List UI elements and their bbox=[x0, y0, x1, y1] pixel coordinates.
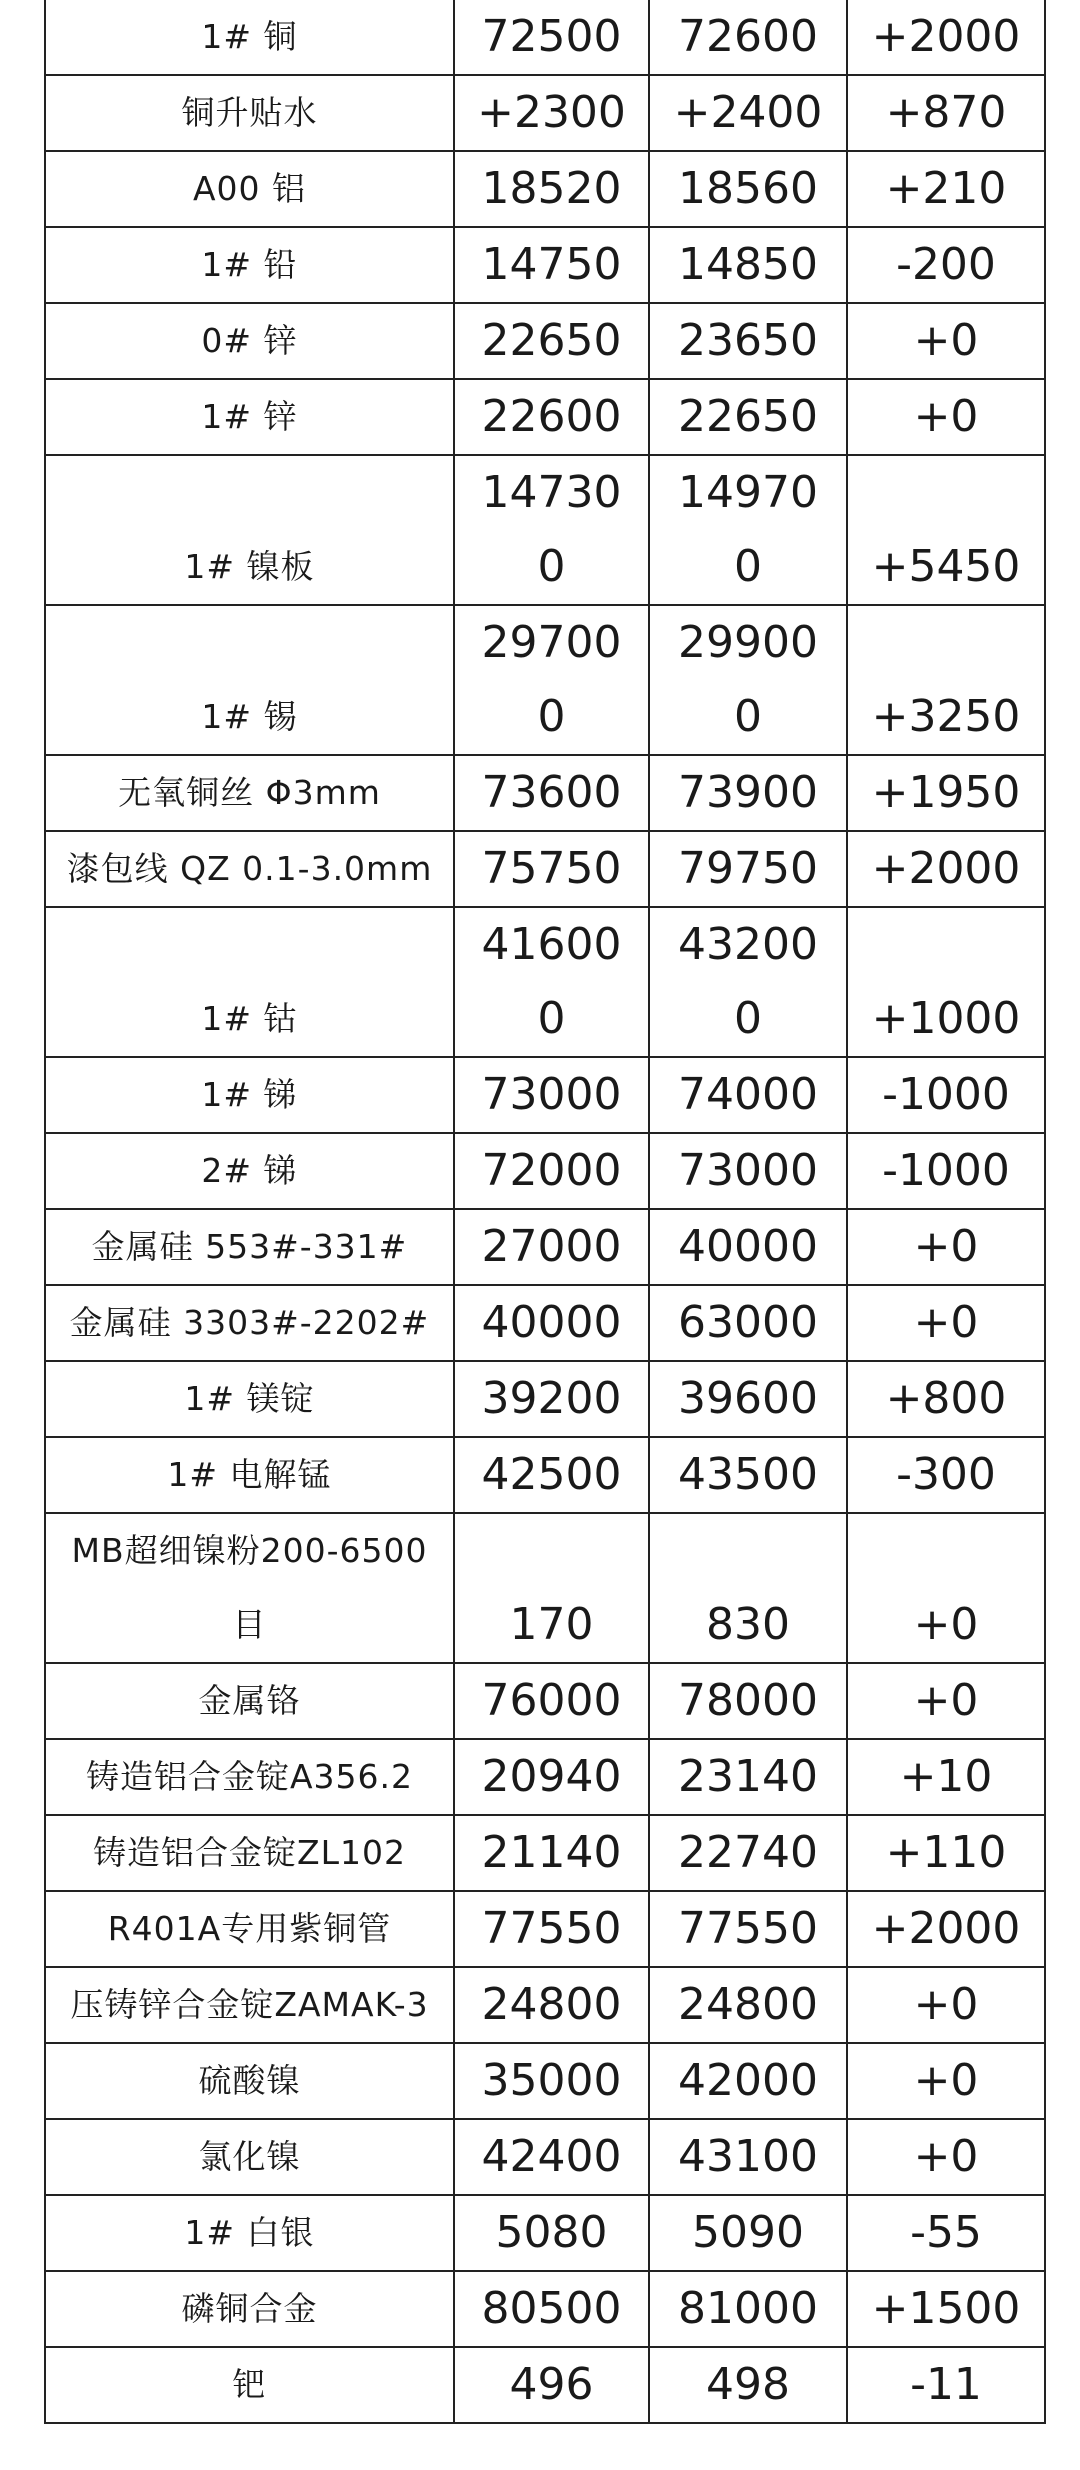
material-name-text: MB超细镍粉200-6500 目 bbox=[71, 1531, 428, 1644]
high-price-text: 14970 0 bbox=[678, 467, 818, 592]
high-price-cell bbox=[649, 75, 847, 151]
low-price-cell bbox=[454, 1967, 649, 2043]
low-price-text: 22650 bbox=[481, 315, 622, 366]
high-price-cell bbox=[649, 1891, 847, 1967]
price-change-text: +10 bbox=[899, 1751, 993, 1802]
material-name-cell bbox=[45, 2195, 454, 2271]
price-change-text: -1000 bbox=[882, 1145, 1010, 1196]
table-row bbox=[45, 1437, 1045, 1513]
price-change-cell bbox=[847, 1285, 1045, 1361]
material-name-cell bbox=[45, 1891, 454, 1967]
table-row bbox=[45, 1815, 1045, 1891]
table-row bbox=[45, 151, 1045, 227]
high-price-text: 23650 bbox=[678, 315, 818, 366]
high-price-cell bbox=[649, 1133, 847, 1209]
low-price-text: 72000 bbox=[481, 1145, 622, 1196]
price-change-cell bbox=[847, 831, 1045, 907]
table-row bbox=[45, 2043, 1045, 2119]
low-price-text: 40000 bbox=[481, 1297, 622, 1348]
material-name-text: 氯化镍 bbox=[198, 2137, 301, 2176]
low-price-cell bbox=[454, 1815, 649, 1891]
low-price-cell bbox=[454, 455, 649, 605]
price-change-text: -200 bbox=[896, 239, 996, 290]
high-price-text: 81000 bbox=[678, 2283, 818, 2334]
price-change-text: +1000 bbox=[871, 993, 1021, 1044]
table-row bbox=[45, 227, 1045, 303]
low-price-text: 75750 bbox=[481, 843, 622, 894]
high-price-text: 78000 bbox=[678, 1675, 818, 1726]
material-name-cell bbox=[45, 1437, 454, 1513]
material-name-text: 铸造铝合金锭ZL102 bbox=[93, 1833, 406, 1872]
material-name-cell bbox=[45, 2271, 454, 2347]
high-price-cell bbox=[649, 2043, 847, 2119]
low-price-text: 14730 0 bbox=[481, 467, 622, 592]
table-row bbox=[45, 605, 1045, 755]
high-price-cell bbox=[649, 303, 847, 379]
low-price-cell bbox=[454, 1891, 649, 1967]
material-name-text: 铜升贴水 bbox=[181, 93, 318, 132]
price-change-cell bbox=[847, 1057, 1045, 1133]
material-name-cell bbox=[45, 151, 454, 227]
high-price-text: 29900 0 bbox=[678, 617, 818, 742]
price-change-text: +0 bbox=[913, 1675, 979, 1726]
low-price-text: 73600 bbox=[481, 767, 622, 818]
material-name-text: 金属铬 bbox=[198, 1681, 301, 1720]
price-change-text: +1950 bbox=[871, 767, 1021, 818]
table-row bbox=[45, 2195, 1045, 2271]
low-price-cell bbox=[454, 2043, 649, 2119]
material-name-text: 硫酸镍 bbox=[198, 2061, 301, 2100]
material-name-text: A00 铝 bbox=[192, 169, 307, 208]
low-price-cell bbox=[454, 2271, 649, 2347]
low-price-text: 14750 bbox=[481, 239, 622, 290]
low-price-cell bbox=[454, 151, 649, 227]
low-price-cell bbox=[454, 907, 649, 1057]
price-change-cell bbox=[847, 1739, 1045, 1815]
low-price-text: 24800 bbox=[481, 1979, 622, 2030]
material-name-cell bbox=[45, 1285, 454, 1361]
material-name-cell bbox=[45, 831, 454, 907]
low-price-text: 21140 bbox=[481, 1827, 622, 1878]
high-price-cell bbox=[649, 605, 847, 755]
price-change-cell bbox=[847, 455, 1045, 605]
material-name-cell bbox=[45, 0, 454, 75]
low-price-cell bbox=[454, 1663, 649, 1739]
high-price-text: +2400 bbox=[673, 87, 823, 138]
high-price-text: 5090 bbox=[692, 2207, 804, 2258]
price-change-text: +1500 bbox=[871, 2283, 1021, 2334]
high-price-text: 73000 bbox=[678, 1145, 818, 1196]
table-row bbox=[45, 2347, 1045, 2423]
low-price-cell bbox=[454, 1361, 649, 1437]
price-change-text: -1000 bbox=[882, 1069, 1010, 1120]
material-name-cell bbox=[45, 1209, 454, 1285]
material-name-text: 1# 锌 bbox=[201, 397, 298, 436]
table-row bbox=[45, 1361, 1045, 1437]
high-price-cell bbox=[649, 2119, 847, 2195]
high-price-cell bbox=[649, 2271, 847, 2347]
material-name-cell bbox=[45, 1361, 454, 1437]
low-price-text: 20940 bbox=[481, 1751, 622, 1802]
low-price-cell bbox=[454, 1739, 649, 1815]
high-price-cell bbox=[649, 2347, 847, 2423]
price-change-cell bbox=[847, 1815, 1045, 1891]
low-price-cell bbox=[454, 379, 649, 455]
price-change-cell bbox=[847, 907, 1045, 1057]
low-price-text: 29700 0 bbox=[481, 617, 622, 742]
price-change-cell bbox=[847, 1513, 1045, 1663]
low-price-cell bbox=[454, 1437, 649, 1513]
low-price-cell bbox=[454, 227, 649, 303]
table-row bbox=[45, 0, 1045, 75]
price-change-cell bbox=[847, 379, 1045, 455]
low-price-text: 35000 bbox=[481, 2055, 622, 2106]
high-price-cell bbox=[649, 755, 847, 831]
low-price-cell bbox=[454, 1057, 649, 1133]
low-price-cell bbox=[454, 1133, 649, 1209]
material-name-cell bbox=[45, 1057, 454, 1133]
material-name-cell bbox=[45, 2043, 454, 2119]
high-price-text: 24800 bbox=[678, 1979, 818, 2030]
price-change-text: -300 bbox=[896, 1449, 996, 1500]
price-change-cell bbox=[847, 2195, 1045, 2271]
price-change-cell bbox=[847, 755, 1045, 831]
material-name-text: 1# 铅 bbox=[201, 245, 298, 284]
high-price-text: 42000 bbox=[678, 2055, 818, 2106]
price-change-text: +2000 bbox=[871, 1903, 1021, 1954]
high-price-cell bbox=[649, 1663, 847, 1739]
material-name-cell bbox=[45, 1815, 454, 1891]
material-name-text: 铸造铝合金锭A356.2 bbox=[85, 1757, 414, 1796]
low-price-cell bbox=[454, 303, 649, 379]
material-name-text: 0# 锌 bbox=[201, 321, 298, 360]
material-name-text: 漆包线 QZ 0.1-3.0mm bbox=[66, 849, 433, 888]
low-price-text: 42500 bbox=[481, 1449, 622, 1500]
low-price-cell bbox=[454, 0, 649, 75]
low-price-text: 73000 bbox=[481, 1069, 622, 1120]
price-change-text: +0 bbox=[913, 1221, 979, 1272]
material-name-text: 磷铜合金 bbox=[181, 2289, 318, 2328]
low-price-text: 22600 bbox=[481, 391, 622, 442]
price-change-cell bbox=[847, 1663, 1045, 1739]
material-name-cell bbox=[45, 455, 454, 605]
price-change-cell bbox=[847, 605, 1045, 755]
low-price-text: 72500 bbox=[481, 11, 622, 62]
metal-price-table bbox=[44, 0, 1046, 2424]
low-price-text: +2300 bbox=[477, 87, 626, 138]
low-price-text: 77550 bbox=[481, 1903, 622, 1954]
high-price-text: 79750 bbox=[678, 843, 818, 894]
price-change-cell bbox=[847, 1967, 1045, 2043]
price-change-text: +0 bbox=[913, 1599, 979, 1650]
high-price-text: 22740 bbox=[678, 1827, 818, 1878]
price-change-text: +0 bbox=[913, 2131, 979, 2182]
low-price-text: 42400 bbox=[481, 2131, 622, 2182]
material-name-cell bbox=[45, 1967, 454, 2043]
material-name-text: 1# 镍板 bbox=[184, 547, 315, 586]
low-price-cell bbox=[454, 2195, 649, 2271]
material-name-cell bbox=[45, 907, 454, 1057]
high-price-text: 14850 bbox=[678, 239, 818, 290]
high-price-cell bbox=[649, 1057, 847, 1133]
price-change-text: +210 bbox=[885, 163, 1007, 214]
price-change-text: +2000 bbox=[871, 843, 1021, 894]
material-name-text: 2# 锑 bbox=[201, 1151, 298, 1190]
high-price-cell bbox=[649, 907, 847, 1057]
material-name-text: 1# 锡 bbox=[201, 697, 298, 736]
price-change-text: +800 bbox=[885, 1373, 1007, 1424]
high-price-cell bbox=[649, 1815, 847, 1891]
price-change-text: +2000 bbox=[871, 11, 1021, 62]
material-name-text: 1# 镁锭 bbox=[184, 1379, 315, 1418]
material-name-text: 金属硅 553#-331# bbox=[91, 1227, 408, 1266]
high-price-cell bbox=[649, 1209, 847, 1285]
table-row bbox=[45, 2119, 1045, 2195]
high-price-cell bbox=[649, 1437, 847, 1513]
price-change-cell bbox=[847, 1133, 1045, 1209]
high-price-cell bbox=[649, 0, 847, 75]
table-row bbox=[45, 75, 1045, 151]
low-price-text: 18520 bbox=[481, 163, 622, 214]
material-name-text: 无氧铜丝 Φ3mm bbox=[118, 773, 381, 812]
material-name-cell bbox=[45, 1513, 454, 1663]
material-name-cell bbox=[45, 1663, 454, 1739]
high-price-text: 43200 0 bbox=[678, 919, 818, 1044]
table-row bbox=[45, 379, 1045, 455]
material-name-cell bbox=[45, 1133, 454, 1209]
price-change-cell bbox=[847, 2043, 1045, 2119]
price-change-text: +3250 bbox=[871, 691, 1021, 742]
material-name-cell bbox=[45, 75, 454, 151]
high-price-cell bbox=[649, 1285, 847, 1361]
price-change-text: +0 bbox=[913, 1979, 979, 2030]
price-change-cell bbox=[847, 1209, 1045, 1285]
price-change-cell bbox=[847, 2271, 1045, 2347]
price-change-cell bbox=[847, 0, 1045, 75]
high-price-cell bbox=[649, 151, 847, 227]
high-price-text: 23140 bbox=[678, 1751, 818, 1802]
table-row bbox=[45, 1209, 1045, 1285]
low-price-cell bbox=[454, 1513, 649, 1663]
high-price-text: 43100 bbox=[678, 2131, 818, 2182]
material-name-cell bbox=[45, 605, 454, 755]
table-row bbox=[45, 1739, 1045, 1815]
material-name-text: R401A专用紫铜管 bbox=[107, 1909, 392, 1948]
low-price-cell bbox=[454, 831, 649, 907]
table-row bbox=[45, 1967, 1045, 2043]
price-change-cell bbox=[847, 2119, 1045, 2195]
price-change-text: +0 bbox=[913, 1297, 979, 1348]
high-price-cell bbox=[649, 227, 847, 303]
low-price-cell bbox=[454, 755, 649, 831]
high-price-text: 830 bbox=[706, 1599, 790, 1650]
price-change-text: +0 bbox=[913, 315, 979, 366]
price-change-text: -55 bbox=[910, 2207, 982, 2258]
high-price-text: 43500 bbox=[678, 1449, 818, 1500]
high-price-text: 74000 bbox=[678, 1069, 818, 1120]
material-name-cell bbox=[45, 1739, 454, 1815]
table-row bbox=[45, 1663, 1045, 1739]
high-price-cell bbox=[649, 455, 847, 605]
material-name-text: 钯 bbox=[232, 2365, 267, 2404]
table-row bbox=[45, 1891, 1045, 1967]
high-price-cell bbox=[649, 831, 847, 907]
table-body bbox=[45, 0, 1045, 2423]
material-name-text: 1# 铜 bbox=[201, 17, 298, 56]
high-price-cell bbox=[649, 1967, 847, 2043]
table-row bbox=[45, 1285, 1045, 1361]
price-change-cell bbox=[847, 1437, 1045, 1513]
high-price-cell bbox=[649, 379, 847, 455]
high-price-cell bbox=[649, 1739, 847, 1815]
table-row bbox=[45, 907, 1045, 1057]
high-price-text: 18560 bbox=[678, 163, 818, 214]
table-row bbox=[45, 303, 1045, 379]
high-price-text: 63000 bbox=[678, 1297, 818, 1348]
price-change-text: +0 bbox=[913, 2055, 979, 2106]
table-row bbox=[45, 2271, 1045, 2347]
low-price-text: 41600 0 bbox=[481, 919, 622, 1044]
low-price-text: 27000 bbox=[481, 1221, 622, 1272]
price-change-cell bbox=[847, 151, 1045, 227]
low-price-cell bbox=[454, 1209, 649, 1285]
price-change-text: +5450 bbox=[871, 541, 1021, 592]
low-price-text: 80500 bbox=[481, 2283, 622, 2334]
low-price-cell bbox=[454, 2119, 649, 2195]
low-price-text: 5080 bbox=[495, 2207, 608, 2258]
material-name-text: 1# 白银 bbox=[184, 2213, 315, 2252]
price-change-text: +110 bbox=[885, 1827, 1007, 1878]
low-price-text: 496 bbox=[509, 2359, 594, 2410]
low-price-text: 39200 bbox=[481, 1373, 622, 1424]
high-price-cell bbox=[649, 1513, 847, 1663]
material-name-cell bbox=[45, 2119, 454, 2195]
material-name-text: 1# 锑 bbox=[201, 1075, 298, 1114]
high-price-cell bbox=[649, 1361, 847, 1437]
price-change-cell bbox=[847, 75, 1045, 151]
material-name-text: 金属硅 3303#-2202# bbox=[69, 1303, 430, 1342]
price-change-cell bbox=[847, 227, 1045, 303]
low-price-cell bbox=[454, 75, 649, 151]
low-price-text: 170 bbox=[509, 1599, 594, 1650]
low-price-cell bbox=[454, 1285, 649, 1361]
table-row bbox=[45, 1513, 1045, 1663]
material-name-text: 压铸锌合金锭ZAMAK-3 bbox=[70, 1985, 429, 2024]
price-change-text: +870 bbox=[885, 87, 1007, 138]
table-row bbox=[45, 1057, 1045, 1133]
high-price-text: 72600 bbox=[678, 11, 818, 62]
high-price-text: 77550 bbox=[678, 1903, 818, 1954]
material-name-cell bbox=[45, 227, 454, 303]
low-price-cell bbox=[454, 2347, 649, 2423]
price-change-cell bbox=[847, 303, 1045, 379]
low-price-text: 76000 bbox=[481, 1675, 622, 1726]
low-price-cell bbox=[454, 605, 649, 755]
high-price-text: 40000 bbox=[678, 1221, 818, 1272]
high-price-cell bbox=[649, 2195, 847, 2271]
table-row bbox=[45, 831, 1045, 907]
price-change-text: +0 bbox=[913, 391, 979, 442]
material-name-cell bbox=[45, 379, 454, 455]
table-row bbox=[45, 455, 1045, 605]
high-price-text: 73900 bbox=[678, 767, 818, 818]
price-change-text: -11 bbox=[910, 2359, 982, 2410]
material-name-cell bbox=[45, 303, 454, 379]
material-name-text: 1# 电解锰 bbox=[167, 1455, 332, 1494]
high-price-text: 22650 bbox=[678, 391, 818, 442]
table-row bbox=[45, 755, 1045, 831]
price-change-cell bbox=[847, 2347, 1045, 2423]
price-change-cell bbox=[847, 1361, 1045, 1437]
high-price-text: 39600 bbox=[678, 1373, 818, 1424]
price-change-cell bbox=[847, 1891, 1045, 1967]
material-name-cell bbox=[45, 755, 454, 831]
material-name-cell bbox=[45, 2347, 454, 2423]
high-price-text: 498 bbox=[706, 2359, 790, 2410]
table-row bbox=[45, 1133, 1045, 1209]
material-name-text: 1# 钴 bbox=[201, 999, 298, 1038]
